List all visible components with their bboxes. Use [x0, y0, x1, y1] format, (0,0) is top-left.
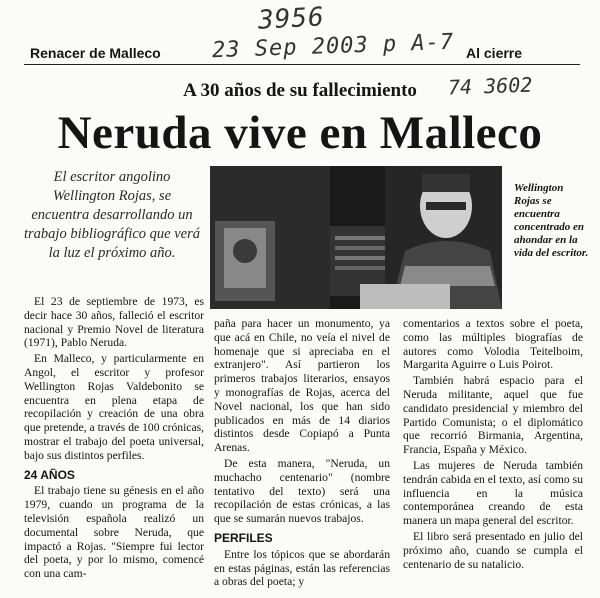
paragraph: En Malleco, y particularmente en Angol, el escritor y profesor Wellington Rojas Valdebonito se encuentra en plena etapa de recopilación y creación de una obra que pretende, a través de 100 crónicas, mostrar el trabajo del poeta universal, bajo sus distintos perfiles. [24, 352, 204, 462]
photo-caption: Wellington Rojas se encuentra concentrado en ahondar en la vida del escritor. [514, 182, 589, 259]
subheading: 24 AÑOS [24, 467, 75, 482]
column-1 [24, 295, 204, 583]
paragraph: De esta manera, "Neruda, un muchacho centenario" (nombre tentativo del texto) será una recopilación de estas crónicas, a las que se sumarán nuevos trabajos. [214, 456, 390, 526]
handwritten-code: 74 3602 [447, 72, 533, 100]
paragraph: Las mujeres de Neruda también tendrán cabida en el texto, así como su influencia en la música contemporánea creando de esta manera un mapa general del escritor. [403, 458, 583, 528]
section-label-right: Al cierre [466, 45, 523, 61]
kicker: A 30 años de su fallecimiento [183, 80, 417, 101]
paragraph: También habrá espacio para el Neruda militante, aquel que fue candidato presidencial y miembro del Partido Comunista; o el diplomático que recorrió Birmania, Argentina, Francia, España y México. [403, 374, 583, 457]
paragraph: comentarios a textos sobre el poeta, como las múltiples biografías de autores como Volodia Teitelboim, Margarita Aguirre o Luis Poirot. [403, 317, 583, 372]
paragraph: El trabajo tiene su génesis en el año 1979, cuando un programa de la televisión española realizó un documental sobre Neruda, que impactó a Rojas. "Siempre fui lector del poeta, y por lo mismo, comencé con una cam- [24, 484, 204, 581]
paragraph: paña para hacer un monumento, ya que acá en Chile, no veía el nivel de homenaje que si apreciaba en el extranjero". Así partieron los primeros trabajos literarios, ensayos y monografías de Rojas, acerca del Novel nacional, los que han sido publicados en más de 14 diarios distintos desde Copiapó a Punta Arenas. [214, 317, 390, 455]
subheading: PERFILES [214, 530, 273, 545]
headline: Neruda vive en Malleco [57, 107, 543, 159]
photo-illustration [210, 166, 502, 309]
header-rule [24, 64, 580, 65]
paragraph: El 23 de septiembre de 1973, es decir hace 30 años, falleció el escritor nacional y Premio Novel de literatura (1971), Pablo Neruda. [24, 295, 204, 350]
article-photo [210, 166, 502, 309]
section-name: Renacer de Malleco [30, 45, 161, 61]
handwritten-date-page: 23 Sep 2003 p A-7 [211, 29, 455, 64]
lead-paragraph: El escritor angolino Wellington Rojas, se encuentra desarrollando un trabajo bibliográfico que verá la luz el próximo año. [24, 169, 200, 261]
paragraph: El libro será presentado en julio del próximo año, cuando se cumpla el centenario de su natalicio. [403, 529, 583, 571]
handwritten-archive-number: 3956 [257, 2, 326, 36]
paragraph: Entre los tópicos que se abordarán en estas páginas, están las referencias a obras del poeta; y [214, 547, 390, 589]
column-2 [214, 317, 390, 591]
column-3 [403, 317, 583, 573]
